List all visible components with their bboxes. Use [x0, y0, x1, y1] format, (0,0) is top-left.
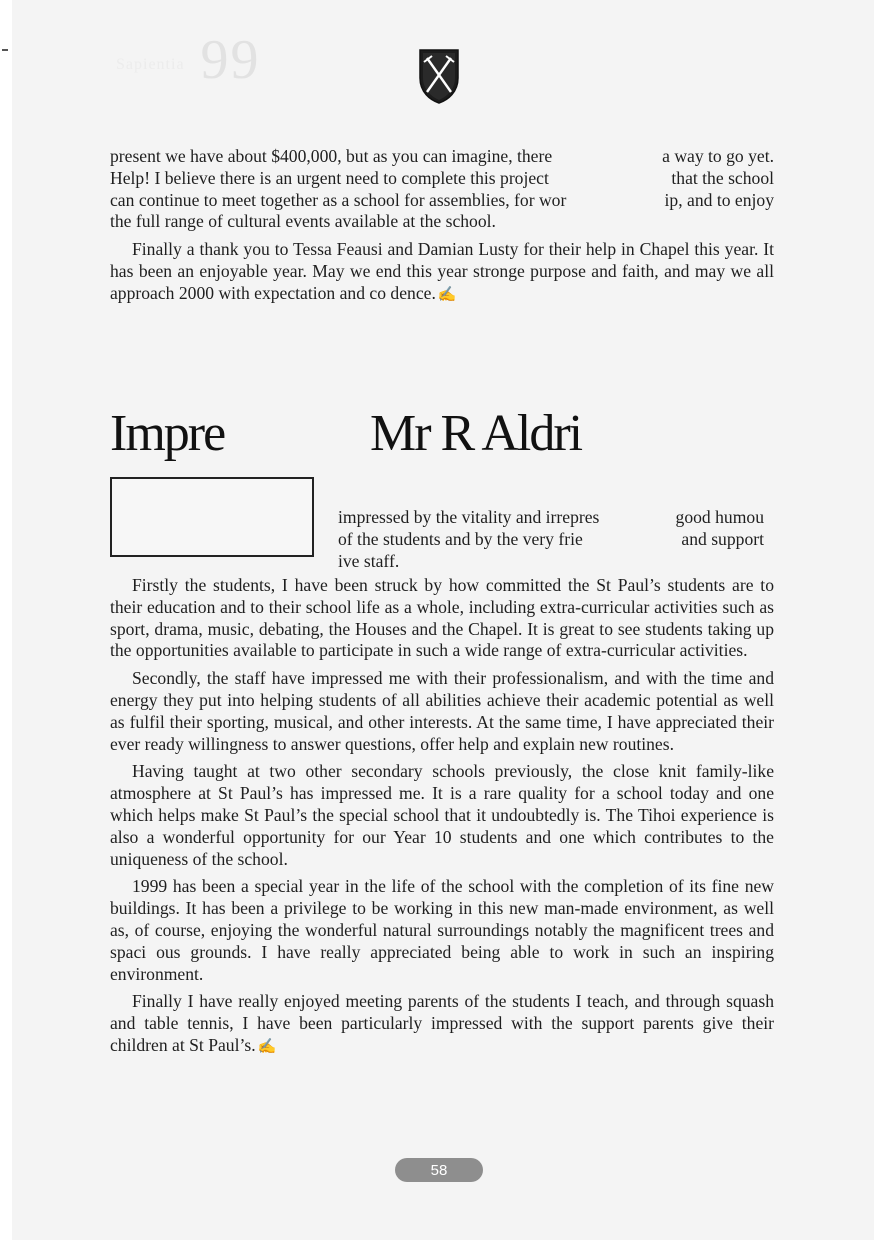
body-paragraph-text: Secondly, the staff have impressed me with their professionalism, and with the time and energy they put into helping students of all abilities achieve their academic potential as well as fulfil their sporting, musical, and other interests. At the same time, I have appreciated their ever ready willingness to answer questions, offer help and explain new routines. [110, 668, 774, 754]
section-body [110, 575, 774, 1065]
body-paragraph-text: Having taught at two other secondary schools previously, the close knit family-like atmosphere at St Paul’s has impressed me. It is a rare quality for a school today and one which helps make St Paul’s the special school that it undoubtedly is. The Tihoi experience is also a wonderful opportunity for our Year 10 students and one which contributes to the uniqueness of the school. [110, 761, 774, 869]
intro-line-segment: and support [681, 529, 764, 549]
top-text-block [110, 146, 774, 313]
intro-line [338, 550, 768, 572]
section-heading-left: Impre [110, 405, 225, 462]
intro-line [338, 528, 768, 550]
photo-placeholder [110, 477, 314, 557]
body-paragraph-text: 1999 has been a special year in the life of the school with the completion of its fine new buildings. It has been a privilege to be working in this new man-made environment, as well as, of course, enjoying the wonderful natural surroundings notably the magnificent trees and spaci ous grounds. I have really appreciated being able to work in such an inspiring environment. [110, 876, 774, 984]
body-paragraph [110, 876, 774, 985]
top-para1-line-segment: Help! I believe there is an urgent need to complete this project [110, 167, 549, 188]
pen-icon: ✍ [437, 286, 457, 303]
top-paragraph-2 [110, 239, 774, 306]
top-para1-line [110, 146, 774, 168]
intro-line-segment [764, 550, 768, 572]
page-number: 58 [395, 1158, 483, 1182]
body-paragraph [110, 991, 774, 1058]
intro-line-segment: ive staff. [338, 551, 400, 571]
school-crest-icon [418, 48, 460, 104]
intro-line-segment: good humou [675, 507, 764, 527]
top-para1-line-segment: a way to go yet. [662, 146, 774, 166]
header-year-mark: 99 [200, 29, 261, 91]
intro-line [338, 506, 768, 528]
top-para1-line [110, 211, 774, 233]
intro-line-segment: impressed by the vitality and irrepres [338, 507, 600, 527]
intro-lines [338, 506, 768, 572]
body-paragraph-text: Finally I have really enjoyed meeting parents of the students I teach, and through squash and table tennis, I have been particularly impressed with the support parents give their children at St Paul’s. [110, 991, 774, 1055]
body-paragraph [110, 668, 774, 755]
body-paragraph [110, 761, 774, 870]
body-paragraph [110, 575, 774, 662]
top-para1-line [110, 190, 774, 212]
edge-mark [2, 49, 8, 51]
top-paragraph-2-text: Finally a thank you to Tessa Feausi and Damian Lusty for their help in Chapel this year. It has been an enjoyable year. May we end this year stronge purpose and faith, and may we all approach 2000 with expectation and co dence. [110, 239, 774, 303]
header-watermark [116, 28, 261, 92]
top-para1-line-segment: can continue to meet together as a school for assemblies, for wor [110, 189, 567, 210]
top-para1-line-segment: the full range of cultural events available at the school. [110, 211, 496, 232]
top-para1-line [110, 168, 774, 190]
top-paragraph-1 [110, 146, 774, 233]
header-faint-text: Sapientia [116, 56, 185, 74]
intro-line-segment: of the students and by the very frie [338, 529, 583, 549]
top-para1-line-segment: present we have about $400,000, but as you can imagine, there [110, 146, 553, 166]
section-heading-right: Mr R Aldri [370, 405, 582, 462]
body-paragraph-text: Firstly the students, I have been struck by how committed the St Paul’s students are to their education and to their school life as a whole, including extra-curricular activities such as sport, drama, music, debating, the Houses and the Chapel. It is great to see students taking up the opportunities available to participate in such a wide range of extra-curricular activities. [110, 575, 774, 661]
top-para1-line-segment: that the school [671, 167, 774, 188]
pen-icon: ✍ [257, 1038, 277, 1055]
top-para1-line-segment: ip, and to enjoy [664, 189, 774, 210]
